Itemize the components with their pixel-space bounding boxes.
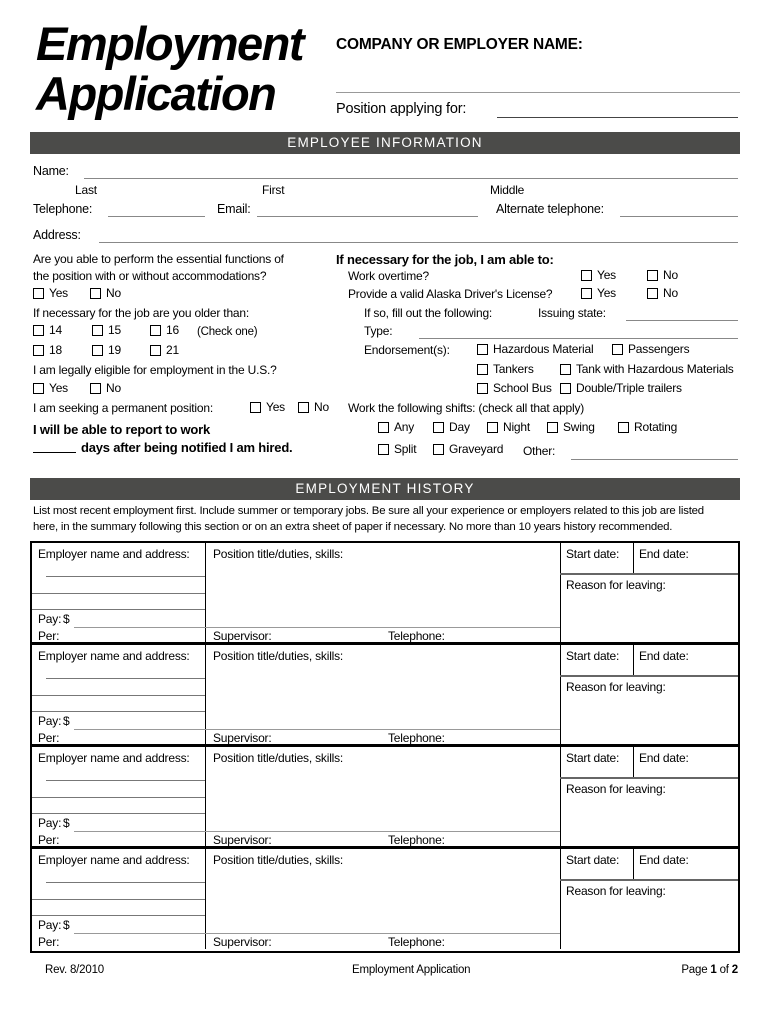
- footer-page-word: Page: [681, 964, 708, 976]
- employer-address-line-2[interactable]: [32, 899, 205, 900]
- license-question: Provide a valid Alaska Driver's License?: [348, 287, 553, 301]
- endorsement-school-bus-checkbox[interactable]: [477, 383, 488, 394]
- pay-label: Pay:: [38, 714, 62, 728]
- position-dates-divider: [560, 645, 561, 744]
- footer-of-word: of: [719, 964, 729, 976]
- supervisor-label: Supervisor:: [213, 731, 272, 745]
- supervisor-row-divider: [205, 729, 560, 730]
- start-end-divider: [633, 747, 634, 778]
- employment-history-block: [32, 543, 738, 645]
- shift-any-label: Any: [394, 420, 415, 434]
- dates-underline: [560, 573, 738, 575]
- essential-no-label: No: [106, 286, 121, 300]
- position-title-label: Position title/duties, skills:: [213, 547, 344, 561]
- eligible-question: I am legally eligible for employment in the U.S.?: [33, 363, 277, 377]
- per-label: Per:: [38, 935, 60, 949]
- pay-input-line[interactable]: [74, 831, 205, 832]
- license-type-label: Type:: [364, 324, 393, 338]
- eligible-no-checkbox[interactable]: [90, 383, 101, 394]
- supervisor-telephone-label: Telephone:: [388, 935, 445, 949]
- dates-underline: [560, 777, 738, 779]
- reason-for-leaving-label: Reason for leaving:: [566, 578, 666, 592]
- essential-functions-question-line2: the position with or without accommodations?: [33, 269, 267, 283]
- reason-for-leaving-label: Reason for leaving:: [566, 782, 666, 796]
- license-type-input-line[interactable]: [419, 338, 738, 339]
- report-to-work-line2: days after being notified I am hired.: [81, 440, 293, 455]
- endorsement-school-bus-label: School Bus: [493, 381, 552, 395]
- shift-night-checkbox[interactable]: [487, 422, 498, 433]
- employment-history-title: EMPLOYMENT HISTORY: [295, 481, 475, 496]
- employer-address-line-1[interactable]: [46, 780, 205, 781]
- report-days-input-line[interactable]: [33, 452, 76, 453]
- pay-dollar-sign: $: [63, 612, 70, 626]
- age-19-checkbox[interactable]: [92, 345, 103, 356]
- end-date-label: End date:: [639, 751, 689, 765]
- email-input-line[interactable]: [257, 216, 478, 217]
- essential-yes-checkbox[interactable]: [33, 288, 44, 299]
- form-title-line1: Employment: [36, 17, 304, 70]
- age-15-checkbox[interactable]: [92, 325, 103, 336]
- pay-label: Pay:: [38, 612, 62, 626]
- employment-history-block: [32, 747, 738, 849]
- shift-rotating-label: Rotating: [634, 420, 678, 434]
- footer-document-title: Employment Application: [352, 964, 471, 976]
- check-one-note: (Check one): [197, 326, 258, 338]
- license-no-checkbox[interactable]: [647, 288, 658, 299]
- employer-address-line-3[interactable]: [32, 609, 205, 610]
- employer-name-address-label: Employer name and address:: [38, 649, 190, 663]
- eligible-yes-checkbox[interactable]: [33, 383, 44, 394]
- alt-telephone-label: Alternate telephone:: [496, 202, 604, 216]
- report-to-work-line1: I will be able to report to work: [33, 422, 211, 437]
- endorsement-hazardous-material-label: Hazardous Material: [493, 342, 594, 356]
- eligible-yes-label: Yes: [49, 381, 68, 395]
- history-instructions-line1: List most recent employment first. Include summer or temporary jobs. Be sure all your experience or employers related to this job are listed: [33, 505, 704, 517]
- employer-address-line-3[interactable]: [32, 813, 205, 814]
- age-21-checkbox[interactable]: [150, 345, 161, 356]
- age-19-label: 19: [108, 343, 121, 357]
- employment-history-section-header: [30, 478, 740, 500]
- shift-night-label: Night: [503, 420, 531, 434]
- telephone-input-line[interactable]: [108, 216, 205, 217]
- telephone-label: Telephone:: [33, 202, 93, 216]
- start-end-divider: [633, 645, 634, 676]
- license-yes-checkbox[interactable]: [581, 288, 592, 299]
- footer-page-total: 2: [731, 964, 738, 976]
- shift-other-label: Other:: [523, 444, 556, 458]
- endorsement-double-triple-label: Double/Triple trailers: [576, 381, 682, 395]
- per-label: Per:: [38, 833, 60, 847]
- email-label: Email:: [217, 202, 251, 216]
- employment-history-block: [32, 849, 738, 949]
- shift-rotating-checkbox[interactable]: [618, 422, 629, 433]
- permanent-no-checkbox[interactable]: [298, 402, 309, 413]
- age-14-checkbox[interactable]: [33, 325, 44, 336]
- employer-address-line-2[interactable]: [32, 797, 205, 798]
- shift-split-checkbox[interactable]: [378, 444, 389, 455]
- employment-history-block: [32, 645, 738, 747]
- pay-input-line[interactable]: [74, 627, 205, 628]
- end-date-label: End date:: [639, 547, 689, 561]
- license-no-label: No: [663, 286, 678, 300]
- essential-functions-question-line1: Are you able to perform the essential functions of: [33, 252, 284, 266]
- position-title-label: Position title/duties, skills:: [213, 853, 344, 867]
- position-title-label: Position title/duties, skills:: [213, 649, 344, 663]
- employer-address-line-1[interactable]: [46, 678, 205, 679]
- company-name-label: COMPANY OR EMPLOYER NAME:: [336, 36, 583, 53]
- shift-graveyard-label: Graveyard: [449, 442, 504, 456]
- age-18-label: 18: [49, 343, 62, 357]
- employer-address-line-1[interactable]: [46, 576, 205, 577]
- name-sublabel-middle: Middle: [490, 183, 525, 197]
- shift-swing-label: Swing: [563, 420, 595, 434]
- start-date-label: Start date:: [566, 853, 620, 867]
- shift-split-label: Split: [394, 442, 417, 456]
- pay-dollar-sign: $: [63, 816, 70, 830]
- supervisor-label: Supervisor:: [213, 833, 272, 847]
- shift-graveyard-checkbox[interactable]: [433, 444, 444, 455]
- employment-history-table: [30, 541, 740, 953]
- shifts-question: Work the following shifts: (check all that apply): [348, 401, 585, 415]
- overtime-yes-checkbox[interactable]: [581, 270, 592, 281]
- per-label: Per:: [38, 629, 60, 643]
- footer-page-indicator: [681, 964, 738, 976]
- employer-name-address-label: Employer name and address:: [38, 547, 190, 561]
- supervisor-row-divider: [205, 933, 560, 934]
- alt-telephone-input-line[interactable]: [620, 216, 738, 217]
- start-end-divider: [633, 849, 634, 880]
- employer-address-line-2[interactable]: [32, 695, 205, 696]
- issuing-state-label: Issuing state:: [538, 306, 606, 320]
- employer-name-address-label: Employer name and address:: [38, 853, 190, 867]
- reason-for-leaving-label: Reason for leaving:: [566, 680, 666, 694]
- age-21-label: 21: [166, 343, 179, 357]
- address-input-line[interactable]: [99, 242, 738, 243]
- eligible-no-label: No: [106, 381, 121, 395]
- end-date-label: End date:: [639, 649, 689, 663]
- employer-address-line-3[interactable]: [32, 711, 205, 712]
- pay-label: Pay:: [38, 816, 62, 830]
- overtime-yes-label: Yes: [597, 268, 616, 282]
- overtime-question: Work overtime?: [348, 269, 430, 283]
- reason-for-leaving-label: Reason for leaving:: [566, 884, 666, 898]
- overtime-no-label: No: [663, 268, 678, 282]
- supervisor-telephone-label: Telephone:: [388, 629, 445, 643]
- supervisor-row-divider: [205, 831, 560, 832]
- footer-page-number: 1: [710, 964, 717, 976]
- start-date-label: Start date:: [566, 751, 620, 765]
- position-applying-label: Position applying for:: [336, 101, 467, 117]
- supervisor-row-divider: [205, 627, 560, 628]
- issuing-state-input-line[interactable]: [626, 320, 738, 321]
- name-label: Name:: [33, 164, 69, 178]
- history-instructions-line2: here, in the summary following this section or on an extra sheet of paper if necessary. No more than 10 years history recommended.: [33, 521, 673, 533]
- pay-dollar-sign: $: [63, 714, 70, 728]
- employee-information-section-header: [30, 132, 740, 154]
- endorsement-passengers-label: Passengers: [628, 342, 690, 356]
- essential-yes-label: Yes: [49, 286, 68, 300]
- shift-day-label: Day: [449, 420, 470, 434]
- name-input-line[interactable]: [84, 178, 738, 179]
- pay-label: Pay:: [38, 918, 62, 932]
- start-date-label: Start date:: [566, 649, 620, 663]
- name-sublabel-first: First: [262, 183, 285, 197]
- if-so-label: If so, fill out the following:: [364, 306, 493, 320]
- dates-underline: [560, 879, 738, 881]
- permanent-no-label: No: [314, 400, 329, 414]
- shift-swing-checkbox[interactable]: [547, 422, 558, 433]
- end-date-label: End date:: [639, 853, 689, 867]
- start-date-label: Start date:: [566, 547, 620, 561]
- endorsement-passengers-checkbox[interactable]: [612, 344, 623, 355]
- employee-information-title: EMPLOYEE INFORMATION: [287, 135, 483, 150]
- employer-address-line-1[interactable]: [46, 882, 205, 883]
- permanent-yes-checkbox[interactable]: [250, 402, 261, 413]
- age-15-label: 15: [108, 323, 121, 337]
- start-end-divider: [633, 543, 634, 574]
- shift-other-input-line[interactable]: [571, 459, 738, 460]
- employer-address-line-2[interactable]: [32, 593, 205, 594]
- address-label: Address:: [33, 228, 81, 242]
- age-18-checkbox[interactable]: [33, 345, 44, 356]
- permanent-yes-label: Yes: [266, 400, 285, 414]
- essential-no-checkbox[interactable]: [90, 288, 101, 299]
- position-title-label: Position title/duties, skills:: [213, 751, 344, 765]
- endorsements-label: Endorsement(s):: [364, 343, 450, 357]
- shift-any-checkbox[interactable]: [378, 422, 389, 433]
- pay-input-line[interactable]: [74, 933, 205, 934]
- position-dates-divider: [560, 849, 561, 949]
- name-sublabel-last: Last: [75, 183, 97, 197]
- per-label: Per:: [38, 731, 60, 745]
- shift-day-checkbox[interactable]: [433, 422, 444, 433]
- position-dates-divider: [560, 543, 561, 642]
- endorsement-tankers-checkbox[interactable]: [477, 364, 488, 375]
- endorsement-tankers-label: Tankers: [493, 362, 534, 376]
- company-name-input-line[interactable]: [336, 92, 740, 93]
- position-dates-divider: [560, 747, 561, 846]
- employer-name-address-label: Employer name and address:: [38, 751, 190, 765]
- supervisor-telephone-label: Telephone:: [388, 731, 445, 745]
- pay-input-line[interactable]: [74, 729, 205, 730]
- endorsement-hazardous-material-checkbox[interactable]: [477, 344, 488, 355]
- permanent-position-question: I am seeking a permanent position:: [33, 401, 213, 415]
- form-title-line2: Application: [36, 67, 276, 120]
- age-16-checkbox[interactable]: [150, 325, 161, 336]
- footer-revision: Rev. 8/2010: [45, 964, 104, 976]
- endorsement-double-triple-checkbox[interactable]: [560, 383, 571, 394]
- supervisor-label: Supervisor:: [213, 935, 272, 949]
- older-than-question: If necessary for the job are you older than:: [33, 306, 249, 320]
- dates-underline: [560, 675, 738, 677]
- license-yes-label: Yes: [597, 286, 616, 300]
- position-applying-input-line[interactable]: [497, 117, 738, 118]
- employer-address-line-3[interactable]: [32, 915, 205, 916]
- age-16-label: 16: [166, 323, 179, 337]
- pay-dollar-sign: $: [63, 918, 70, 932]
- overtime-no-checkbox[interactable]: [647, 270, 658, 281]
- supervisor-telephone-label: Telephone:: [388, 833, 445, 847]
- supervisor-label: Supervisor:: [213, 629, 272, 643]
- employer-position-divider: [205, 849, 206, 949]
- age-14-label: 14: [49, 323, 62, 337]
- endorsement-tank-hazmat-checkbox[interactable]: [560, 364, 571, 375]
- able-to-header: If necessary for the job, I am able to:: [336, 252, 554, 267]
- endorsement-tank-hazmat-label: Tank with Hazardous Materials: [576, 362, 734, 376]
